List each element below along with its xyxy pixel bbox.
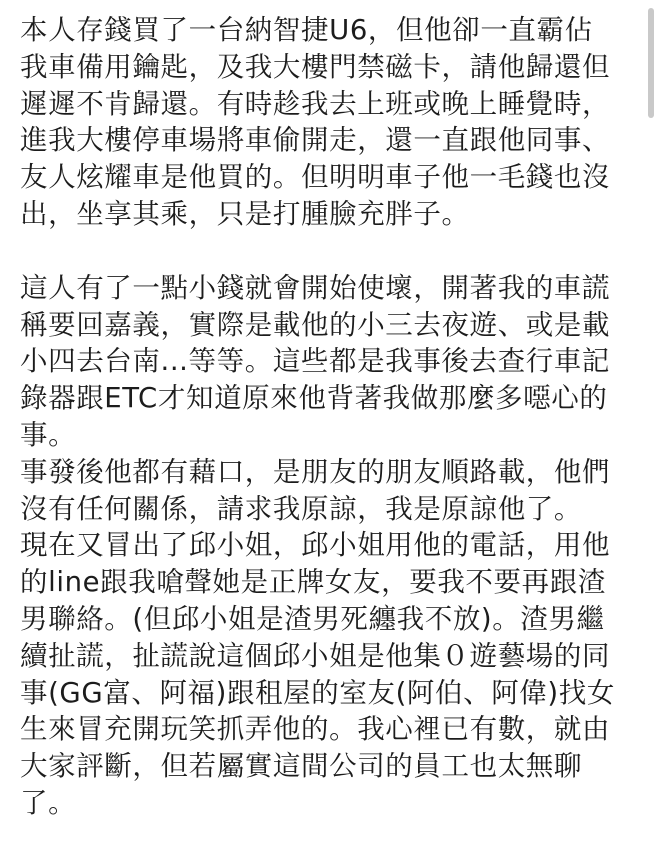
text-line: 出，坐享其乘，只是打腫臉充胖子。	[20, 197, 470, 230]
text-line: 大家評斷，但若屬實這間公司的員工也太無聊	[20, 750, 582, 783]
paragraph-gap	[20, 233, 648, 270]
text-line: 的line跟我嗆聲她是正牌女友，要我不要再跟渣	[20, 566, 606, 599]
text-line: 續扯謊，扯謊說這個邱小姐是他集０遊藝場的同	[20, 639, 611, 672]
text-line: 生來冒充開玩笑抓弄他的。我心裡已有數，就由	[20, 713, 611, 746]
text-line: 遲遲不肯歸還。有時趁我去上班或晚上睡覺時，	[20, 87, 611, 120]
paragraph-2	[20, 270, 648, 454]
text-line: 進我大樓停車場將車偷開走，還一直跟他同事、	[20, 124, 611, 157]
text-line: 事(GG富、阿福)跟租屋的室友(阿伯、阿偉)找女	[20, 676, 615, 709]
text-line: 事發後他都有藉口，是朋友的朋友順路載，他們	[20, 455, 611, 488]
text-line: 沒有任何關係，請求我原諒，我是原諒他了。	[20, 492, 582, 525]
text-line: 了。	[20, 786, 77, 819]
text-line: 現在又冒出了邱小姐，邱小姐用他的電話，用他	[20, 529, 611, 562]
paragraph-4	[20, 527, 648, 821]
text-line: 本人存錢買了一台納智捷U6，但他卻一直霸佔	[20, 14, 593, 46]
post-body	[20, 12, 648, 822]
text-line: 這人有了一點小錢就會開始使壞，開著我的車謊	[20, 271, 611, 304]
text-line: 稱要回嘉義，實際是載他的小三去夜遊、或是載	[20, 308, 611, 341]
text-line: 事。	[20, 418, 77, 451]
text-line: 友人炫耀車是他買的。但明明車子他一毛錢也沒	[20, 161, 611, 194]
text-line: 錄器跟ETC才知道原來他背著我做那麼多噁心的	[20, 382, 608, 415]
paragraph-1	[20, 12, 648, 233]
text-line: 小四去台南...等等。這些都是我事後去查行車記	[20, 345, 611, 378]
scrollbar[interactable]	[648, 8, 654, 118]
text-line: 我車備用鑰匙，及我大樓門禁磁卡，請他歸還但	[20, 50, 611, 83]
paragraph-3	[20, 454, 648, 528]
text-line: 男聯絡。(但邱小姐是渣男死纏我不放)。渣男繼	[20, 602, 605, 635]
